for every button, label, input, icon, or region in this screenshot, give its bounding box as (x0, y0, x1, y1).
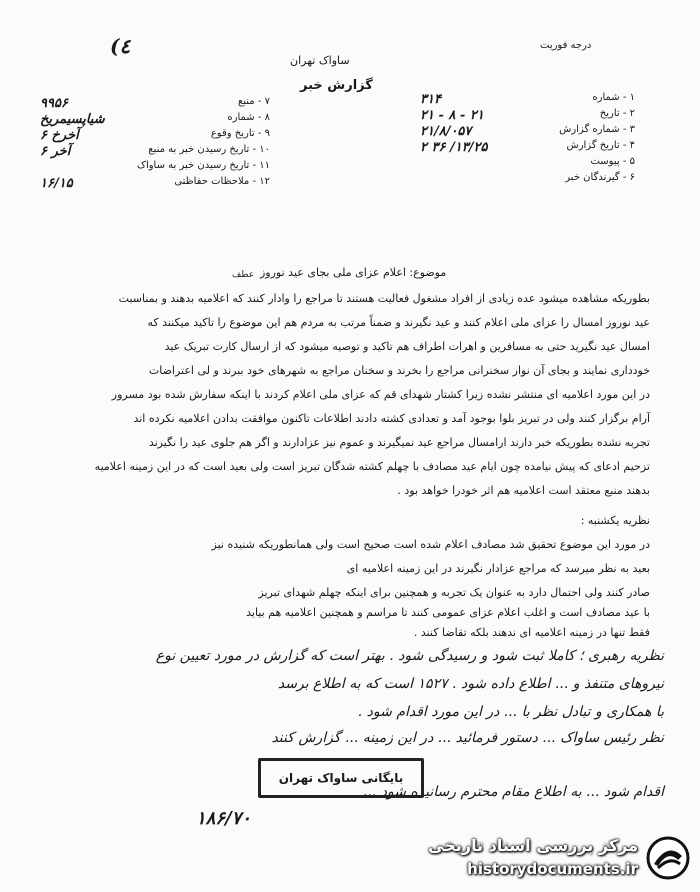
body-line: بطوریکه مشاهده میشود عده زیادی از افراد مشغول فعالیت هستند تا مراجع را وادار کنند که اعلامیه بدهند و بمناسبت (118, 292, 650, 305)
archive-stamp (258, 758, 424, 798)
body-line: آرام برگزار کنند ولی در تبریز بلوا بوجود آمد و تعدادی کشته دادند اطلاعات تاکنون موافقت بدادن اعلامیه نکرده اند (133, 412, 650, 425)
field-row (420, 172, 635, 188)
report-title: گزارش خبر (300, 78, 373, 93)
watermark-url: historydocuments.ir (467, 860, 638, 878)
field-value: آخر ۶ (40, 144, 71, 159)
handwritten-line: نیروهای متنفذ و ... اطلاع داده شود . ۱۵۲۷ است که به اطلاع برسد (277, 676, 664, 692)
body-line: فقط تنها در زمینه اعلامیه ای ندهند بلکه تقاضا کنند . (413, 626, 650, 639)
reference-note: عطف (232, 270, 255, 280)
field-label: ۲ - تاریخ (599, 108, 635, 119)
field-label: ۳ - شماره گزارش (559, 124, 635, 135)
subject-line: موضوع: اعلام عزای ملی بجای عید نوروز (260, 266, 447, 279)
field-value: ۹۹۵۶ (40, 96, 68, 111)
field-row (40, 128, 270, 144)
archive-logo-icon (644, 834, 692, 882)
office-header: ساواک تهران (290, 54, 350, 67)
body-line: در این مورد اعلامیه ای منتشر نشده زیرا کشتار شهدای قم که عزای ملی اعلام کردند با اینکه سفارش شده بود مسرور (111, 388, 650, 401)
body-line: صادر کنند ولی احتمال دارد به عنوان یک تجربه و همچنین برای اینکه چهلم شهدای تبریز (258, 586, 650, 599)
field-label: ۱۱ - تاریخ رسیدن خبر به ساواک (137, 160, 270, 171)
field-row (40, 144, 270, 160)
body-line: امسال عید نگیرید حتی به مسافرین و اهرات اطراف هم تاکید و توصیه میشود که از ارسال کارت تبریک عید (164, 340, 650, 353)
field-label: ۴ - تاریخ گزارش (566, 140, 635, 151)
field-label: ۱ - شماره (592, 92, 635, 103)
body-line: بعید به نظر میرسد که مراجع عزادار نگیرند در این زمینه اعلامیه ای (346, 562, 650, 575)
field-label: ۱۲ - ملاحظات حفاظتی (174, 176, 270, 187)
body-line: تجربه نشده بطوریکه خبر دارند ارامسال مراجع عید نمیگیرند و عموم نیز عزادارند و اگر هم جلوی عید را نگیرند (148, 436, 650, 449)
watermark (398, 828, 698, 888)
field-value: ۱۶/۱۵ (40, 176, 73, 191)
stamp-text: بایگانی ساواک تهران (278, 771, 404, 785)
corner-mark: (٤ (110, 34, 131, 58)
handwritten-line: اقدام شود ... به اطلاع مقام محترم رسانیده شود ... (362, 784, 664, 800)
handwritten-line: نظر رئیس ساواک ... دستور فرمائید ... در این زمینه ... گزارش کنند (271, 730, 664, 746)
field-value: آخرخ ۶ (40, 128, 79, 143)
field-row (420, 140, 635, 156)
field-row (420, 92, 635, 108)
field-row (420, 156, 635, 172)
field-label: ۹ - تاریخ وقوع (210, 128, 270, 139)
body-line: خودداری نمایند و بجای آن نوار سخنرانی مراجع را بخرند و سخنان مراجع به شهرهای خود ببرند و لی اعتراضات (148, 364, 650, 377)
field-row (40, 160, 270, 176)
body-line: عید نوروز امسال را عزای ملی اعلام کنند و عید نگیرند و ضمناً مرتب به مردم هم این موضوع را تاکید میکنند که (147, 316, 650, 329)
fields-right (420, 92, 635, 188)
body-line: تزحیم ادعای که پیش نیامده چون ایام عید مصادف با چهلم کشته شدگان تبریز است ولی بعید است که در این زمینه اعلامیه (94, 460, 650, 473)
field-label: ۱۰ - تاریخ رسیدن خبر به منبع (148, 144, 270, 155)
field-value: ۲۱ - ۸ - ۲۱ (420, 108, 484, 123)
field-row (40, 96, 270, 112)
field-label: ۶ - گیرندگان خبر (565, 172, 635, 183)
field-row (420, 124, 635, 140)
field-row (40, 176, 270, 192)
body-line: بدهند منبع معتقد است اعلامیه هم اثر خودرا خواهد بود . (397, 484, 650, 497)
fields-left (40, 96, 270, 192)
field-value: ۱۳/۲۵/ ۳۶ ۲ (420, 140, 488, 155)
handwritten-line: نظریه رهبری ؛ کاملا ثبت شود و رسیدگی شود . بهتر است که گزارش در مورد تعیین نوع (155, 648, 664, 664)
field-label: ۵ - پیوست (590, 156, 635, 167)
field-value: ۳۱۴ (420, 92, 441, 107)
field-label: ۸ - شماره (227, 112, 270, 123)
handwritten-line: با همکاری و تبادل نظر با ... در این مورد اقدام شود . (357, 704, 664, 720)
footer-number: ۱۸۶/۷۰ (196, 808, 251, 829)
field-value: شیاپسیمریخ (40, 112, 105, 127)
field-label: ۷ - منبع (237, 96, 270, 107)
classification-label: درجه فوریت (540, 40, 592, 51)
body-line: در مورد این موضوع تحقیق شد مصادف اعلام شده است صحیح است ولی همانطوریکه شنیده نیز (211, 538, 650, 551)
field-row (40, 112, 270, 128)
field-row (420, 108, 635, 124)
field-value: ۲۱/۸/۰۵۷ (420, 124, 472, 139)
body-line: نظریه یکشنبه : (580, 514, 650, 527)
body-line: با عید مصادف است و اغلب اعلام عزای عمومی کنند تا مراسم و همچنین اعلامیه هم بیاید (246, 606, 650, 619)
watermark-title: مرکز بررسی اسناد تاریخی (428, 836, 638, 855)
